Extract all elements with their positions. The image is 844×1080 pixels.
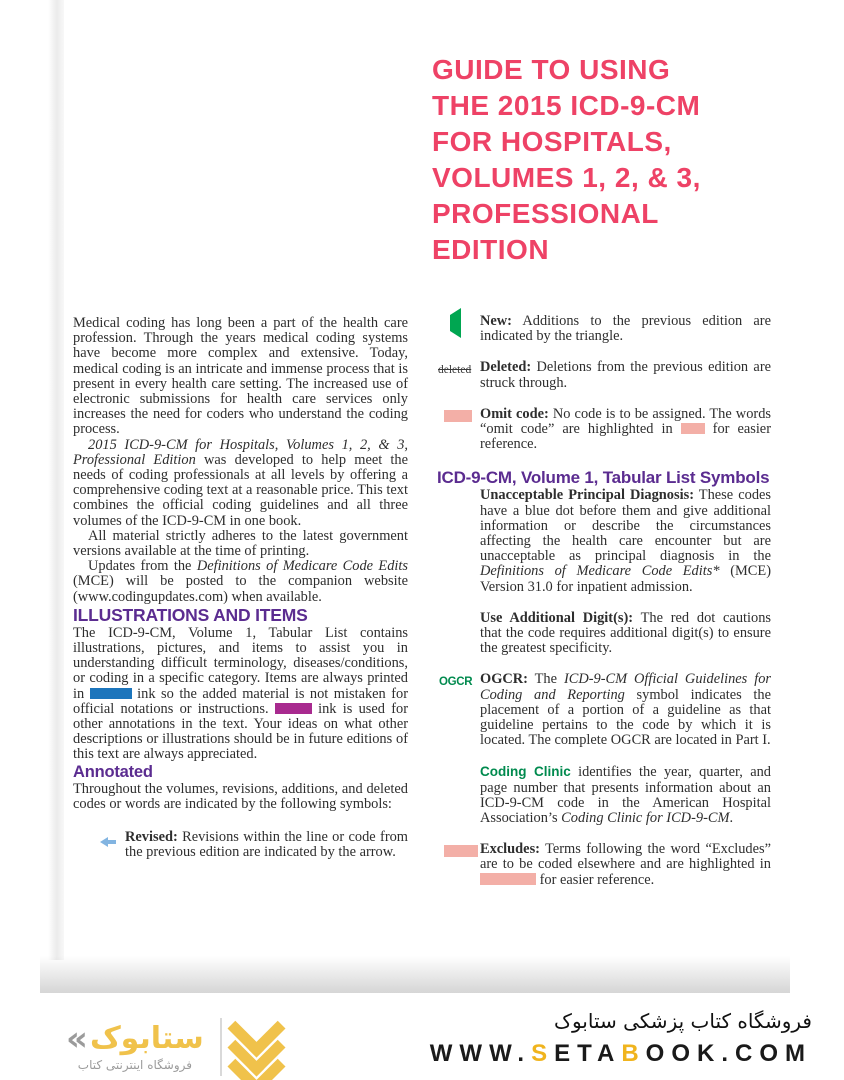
logo-guillemet-mark: «: [66, 1018, 88, 1059]
ogcr-guidelines-italic: ICD-9-CM Official Guidelines for Coding and Reporting: [480, 671, 771, 703]
page-edge-shadow-left: [48, 0, 64, 960]
mce-title-italic: Definitions of Medicare Code Edits*: [480, 563, 720, 580]
logo-tagline-farsi: فروشگاه اینترنتی کتاب: [77, 1057, 192, 1072]
intro-paragraph: Medical coding has long been a part of the health care profession. Through the years medical coding systems have become more complex and extensive. Today, medical coding is an intricate and immense process that is present in every health care setting. The increased use of electronic submissions for health care services only increases the need for coders who understand the coding process.: [73, 315, 408, 438]
setabook-logo: [66, 1006, 277, 1080]
setabook-logo-wordmark-block: [66, 1018, 204, 1072]
page-title-line: GUIDE TO USING: [432, 54, 671, 85]
logo-divider: [220, 1018, 222, 1076]
page-title-line: FOR HOSPITALS,: [432, 126, 672, 157]
omit-highlight-icon: [444, 410, 472, 425]
page-title-line: PROFESSIONAL: [432, 198, 659, 229]
mce-title-italic: Definitions of Medicare Code Edits: [196, 558, 408, 575]
page-title-line: EDITION: [432, 234, 550, 265]
new-label: New:: [480, 313, 512, 329]
adherence-paragraph: All material strictly adheres to the latest government versions available at the time of printing.: [73, 527, 408, 560]
ogcr-icon: OGCR: [439, 676, 473, 689]
annotated-paragraph: Throughout the volumes, revisions, additions, and deleted codes or words are indicated by the following symbols:: [73, 780, 408, 812]
deleted-label: Deleted:: [480, 359, 532, 376]
magenta-ink-swatch: [275, 703, 312, 714]
use-digit-label: Use Additional Digit(s):: [480, 609, 634, 626]
footer-store-info: [430, 1008, 812, 1068]
logo-wordmark-farsi: ستابوک: [89, 1020, 204, 1056]
excludes-item: Excludes: Terms following the word “Excludes” are to be coded elsewhere and are highlighted in for easier reference.: [437, 842, 771, 888]
revised-arrow-icon: [100, 834, 116, 849]
unacceptable-label: Unacceptable Principal Diagnosis:: [480, 487, 694, 504]
ogcr-item: OGCR OGCR: The ICD-9-CM Official Guidelines for Coding and Reporting symbol indicates the placement of a portion of a guideline as that guideline pertains to the code by which it is located. The complete OGCR are located in Part I.: [439, 671, 771, 749]
updates-paragraph: Updates from the Definitions of Medicare Code Edits (MCE) will be posted to the companion website (www.codingupdates.com) when available.: [73, 558, 408, 605]
setabook-url: WWW.SETABOOK.COM: [429, 1040, 812, 1067]
chevron-emblem-icon: [236, 1008, 277, 1080]
illustrations-paragraph: The ICD-9-CM, Volume 1, Tabular List contains illustrations, pictures, and items to assist you in understanding difficult terminology, diseases/conditions, or coding in a specific category. Items are always printed in ink so the added material is not mistaken for official notations or instructions. ink is used for other annotations in the text. Your ideas on what other descriptions or illustrations should be in future editions of this text are always appreciated.: [73, 624, 409, 763]
coding-clinic-label: Coding Clinic: [480, 764, 571, 780]
revised-label: Revised:: [125, 829, 178, 846]
new-symbol-item: New: Additions to the previous edition are indicated by the triangle.: [437, 314, 771, 344]
page-edge-shadow-bottom: [40, 956, 790, 993]
setabook-footer-banner: [0, 998, 844, 1080]
excludes-label: Excludes:: [480, 841, 540, 858]
deleted-strikethrough-icon: deleted: [438, 364, 472, 377]
revised-symbol-item: Revised: Revisions within the line or code from the previous edition are indicated by the arrow.: [73, 830, 408, 860]
page-title-line: THE 2015 ICD-9-CM: [432, 90, 701, 121]
page-title-line: VOLUMES 1, 2, & 3,: [432, 162, 701, 193]
omit-code-symbol-item: Omit code: No code is to be assigned. The words “omit code” are highlighted in for easier reference.: [437, 407, 771, 453]
page-title: [432, 52, 701, 268]
excludes-highlight-swatch: [480, 873, 536, 885]
unacceptable-diagnosis-item: Unacceptable Principal Diagnosis: These codes have a blue dot before them and give additional information or describe the circumstances affecting the health care encounter but are unacceptable as principal diagnosis in the Definitions of Medicare Code Edits* (MCE) Version 31.0 for inpatient admission.: [480, 487, 771, 595]
excludes-highlight-icon: [444, 845, 478, 860]
right-column: [437, 314, 771, 904]
edition-paragraph: 2015 ICD-9-CM for Hospitals, Volumes 1, 2, & 3, Professional Edition was developed to help meet the needs of coding professionals at all levels by offering a comprehensive coding text at a reasonable price. This text combines the official coding guidelines and all three volumes of the ICD-9-CM in one book.: [73, 436, 408, 529]
left-column: [73, 316, 408, 861]
ogcr-label: OGCR:: [480, 671, 528, 688]
coding-clinic-item: Coding Clinic identifies the year, quarter, and page number that presents information about an ICD-9-CM code in the American Hospital Association’s Coding Clinic for ICD-9-CM.: [480, 764, 771, 827]
new-triangle-icon: [450, 316, 461, 331]
omit-highlight-swatch: [681, 423, 705, 434]
deleted-symbol-item: deleted Deleted: Deletions from the previous edition are struck through.: [438, 359, 771, 391]
annotated-heading: Annotated: [73, 762, 153, 781]
use-additional-digit-item: Use Additional Digit(s): The red dot cautions that the code requires additional digit(s) to ensure the greatest specificity.: [480, 609, 772, 657]
setabook-logo-wordmark: [66, 1018, 204, 1059]
store-name-farsi: فروشگاه کتاب پزشکی ستابوک: [554, 1009, 812, 1033]
coding-clinic-italic: Coding Clinic for ICD-9-CM: [561, 810, 730, 827]
illustrations-heading: ILLUSTRATIONS AND ITEMS: [73, 604, 308, 625]
omit-code-label: Omit code:: [480, 405, 549, 422]
blue-ink-swatch: [90, 688, 132, 699]
tabular-list-symbols-heading: ICD-9-CM, Volume 1, Tabular List Symbols: [437, 468, 770, 488]
edition-title-italic: 2015 ICD-9-CM for Hospitals, Volumes 1, 2, & 3, Professional Edition: [73, 436, 408, 468]
